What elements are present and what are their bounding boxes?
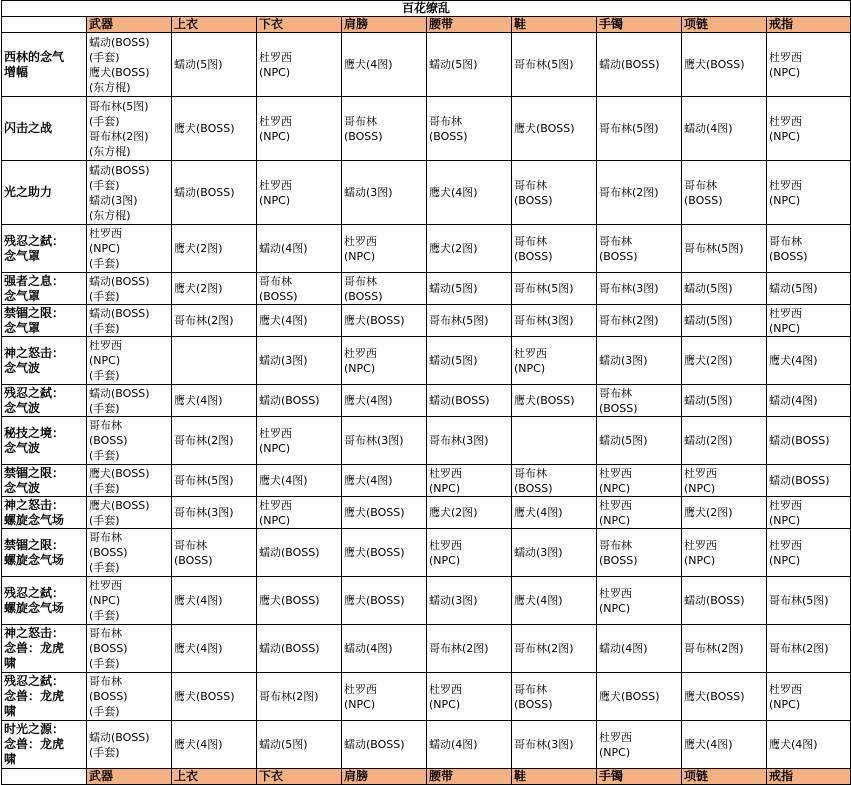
table-cell: 杜罗西 (NPC) xyxy=(257,417,342,465)
table-cell: 哥布林(5图) xyxy=(597,97,682,161)
table-cell: 杜罗西 (NPC) xyxy=(767,161,851,225)
footer-row xyxy=(2,769,851,785)
column-header: 鞋 xyxy=(512,769,597,785)
table-cell: 鹰犬(BOSS) xyxy=(342,529,427,577)
table-cell: 哥布林 (BOSS) xyxy=(512,673,597,721)
table-cell: 蠕动(BOSS) (手套) xyxy=(87,273,172,305)
table-cell: 杜罗西 (NPC) xyxy=(342,337,427,385)
table-row xyxy=(2,497,851,529)
table-cell: 蠕动(3图) xyxy=(257,337,342,385)
table-cell: 哥布林(3图) xyxy=(172,497,257,529)
column-header: 鞋 xyxy=(512,17,597,33)
table-cell: 鹰犬(BOSS) (手套) xyxy=(87,465,172,497)
table-cell: 杜罗西 (NPC) xyxy=(767,529,851,577)
row-header: 禁锢之限： 念气波 xyxy=(2,465,87,497)
table-cell: 鹰犬(2图) xyxy=(172,225,257,273)
table-cell: 哥布林 (BOSS) xyxy=(597,529,682,577)
table-cell: 哥布林 (BOSS) xyxy=(427,97,512,161)
table-cell: 杜罗西 (NPC) (手套) xyxy=(87,337,172,385)
table-cell: 杜罗西 (NPC) xyxy=(767,97,851,161)
table-cell: 鹰犬(4图) xyxy=(342,465,427,497)
table-cell: 鹰犬(BOSS) xyxy=(172,673,257,721)
table-cell: 杜罗西 (NPC) xyxy=(257,33,342,97)
table-cell: 哥布林(5图) xyxy=(427,305,512,337)
column-header: 肩膀 xyxy=(342,769,427,785)
table-cell: 鹰犬(4图) xyxy=(342,33,427,97)
table-cell: 蠕动(5图) xyxy=(597,417,682,465)
table-cell: 蠕动(3图) xyxy=(342,161,427,225)
table-cell: 鹰犬(2图) xyxy=(682,497,767,529)
row-header: 残忍之弑： 螺旋念气场 xyxy=(2,577,87,625)
table-cell: 杜罗西 (NPC) xyxy=(257,161,342,225)
table-cell: 鹰犬(BOSS) (手套) xyxy=(87,497,172,529)
table-cell: 蠕动(5图) xyxy=(682,385,767,417)
table-row xyxy=(2,385,851,417)
table-cell: 哥布林 (BOSS) xyxy=(767,225,851,273)
table-cell: 哥布林 (BOSS) xyxy=(172,529,257,577)
table-row xyxy=(2,225,851,273)
table-cell: 杜罗西 (NPC) xyxy=(512,337,597,385)
table-cell: 哥布林(2图) xyxy=(512,625,597,673)
row-header: 禁锢之限： 螺旋念气场 xyxy=(2,529,87,577)
table-cell: 鹰犬(4图) xyxy=(767,337,851,385)
table-cell: 蠕动(BOSS) xyxy=(597,33,682,97)
table-cell: 鹰犬(4图) xyxy=(172,625,257,673)
table-cell: 鹰犬(BOSS) xyxy=(342,497,427,529)
table-cell: 蠕动(3图) xyxy=(427,577,512,625)
table-cell: 哥布林(3图) xyxy=(512,305,597,337)
column-header: 下衣 xyxy=(257,17,342,33)
table-cell: 哥布林(5图) xyxy=(512,33,597,97)
table-cell: 哥布林 (BOSS) xyxy=(342,97,427,161)
table-cell: 哥布林 (BOSS) (手套) xyxy=(87,529,172,577)
table-cell: 蠕动(BOSS) (手套) 蠕动(3图) (东方棍) xyxy=(87,161,172,225)
table-cell: 蠕动(3图) xyxy=(597,337,682,385)
table-row xyxy=(2,305,851,337)
table-row xyxy=(2,337,851,385)
table-cell: 哥布林(2图) xyxy=(172,417,257,465)
table-cell: 蠕动(4图) xyxy=(342,625,427,673)
table-cell: 哥布林(5图) xyxy=(767,577,851,625)
row-header: 残忍之弑： 念气波 xyxy=(2,385,87,417)
table-cell: 杜罗西 (NPC) xyxy=(342,673,427,721)
table-cell: 蠕动(BOSS) xyxy=(257,529,342,577)
table-cell: 鹰犬(BOSS) xyxy=(512,97,597,161)
column-header: 肩膀 xyxy=(342,17,427,33)
table-cell: 鹰犬(2图) xyxy=(427,497,512,529)
table-cell: 哥布林(3图) xyxy=(512,721,597,769)
table-cell: 哥布林(3图) xyxy=(427,417,512,465)
table-cell: 杜罗西 (NPC) (手套) xyxy=(87,225,172,273)
table-cell: 杜罗西 (NPC) xyxy=(597,721,682,769)
table-cell: 哥布林(5图) xyxy=(172,465,257,497)
column-header: 下衣 xyxy=(257,769,342,785)
table-cell: 蠕动(BOSS) xyxy=(767,465,851,497)
row-header: 强者之息： 念气罩 xyxy=(2,273,87,305)
row-header: 光之助力 xyxy=(2,161,87,225)
table-cell: 哥布林 (BOSS) xyxy=(512,225,597,273)
table-cell: 鹰犬(4图) xyxy=(172,385,257,417)
table-cell: 鹰犬(BOSS) xyxy=(342,577,427,625)
table-cell: 鹰犬(4图) xyxy=(342,385,427,417)
table-cell: 哥布林(2图) xyxy=(172,305,257,337)
table-cell: 鹰犬(4图) xyxy=(257,305,342,337)
table-row xyxy=(2,529,851,577)
table-row xyxy=(2,97,851,161)
table-row xyxy=(2,577,851,625)
table-row xyxy=(2,417,851,465)
table-cell: 鹰犬(4图) xyxy=(172,577,257,625)
column-header: 手镯 xyxy=(597,769,682,785)
column-header: 武器 xyxy=(87,17,172,33)
table-cell: 鹰犬(4图) xyxy=(512,497,597,529)
table-cell: 哥布林 (BOSS) xyxy=(342,273,427,305)
table-cell: 鹰犬(4图) xyxy=(512,577,597,625)
table-cell: 蠕动(5图) xyxy=(682,305,767,337)
sheet-title: 百花缭乱 xyxy=(2,1,851,17)
table-cell: 蠕动(4图) xyxy=(597,625,682,673)
table-cell: 蠕动(4图) xyxy=(682,97,767,161)
row-header: 秘技之境： 念气波 xyxy=(2,417,87,465)
table-cell: 蠕动(5图) xyxy=(767,273,851,305)
table-cell: 哥布林(2图) xyxy=(257,673,342,721)
table-cell: 蠕动(BOSS) xyxy=(427,385,512,417)
table-row xyxy=(2,625,851,673)
table-cell: 杜罗西 (NPC) xyxy=(682,529,767,577)
table-row xyxy=(2,161,851,225)
header-row xyxy=(2,17,851,33)
table-cell: 哥布林(2图) xyxy=(427,625,512,673)
table-cell: 蠕动(BOSS) xyxy=(257,385,342,417)
title-row xyxy=(2,1,851,17)
column-header: 腰带 xyxy=(427,17,512,33)
table-cell: 蠕动(5图) xyxy=(682,273,767,305)
table-cell: 杜罗西 (NPC) xyxy=(427,529,512,577)
row-header: 时光之源： 念兽：龙虎 啸 xyxy=(2,721,87,769)
table-cell: 鹰犬(BOSS) xyxy=(257,577,342,625)
table-cell: 杜罗西 (NPC) (手套) xyxy=(87,577,172,625)
table-cell: 哥布林(2图) xyxy=(767,625,851,673)
table-cell: 鹰犬(4图) xyxy=(427,161,512,225)
table-cell: 杜罗西 (NPC) xyxy=(767,673,851,721)
equipment-table xyxy=(1,0,851,785)
table-cell: 哥布林 (BOSS) xyxy=(597,385,682,417)
table-row xyxy=(2,465,851,497)
table-cell: 鹰犬(2图) xyxy=(682,337,767,385)
table-cell: 蠕动(5图) xyxy=(427,273,512,305)
table-cell: 哥布林(2图) xyxy=(597,161,682,225)
table-cell: 哥布林(5图) (手套) 哥布林(2图) (东方棍) xyxy=(87,97,172,161)
table-cell: 鹰犬(4图) xyxy=(767,721,851,769)
column-header: 武器 xyxy=(87,769,172,785)
table-row xyxy=(2,273,851,305)
table-cell: 蠕动(BOSS) xyxy=(257,625,342,673)
table-cell: 蠕动(5图) xyxy=(257,721,342,769)
table-cell: 蠕动(5图) xyxy=(427,337,512,385)
table-cell: 鹰犬(4图) xyxy=(172,721,257,769)
table-cell: 鹰犬(2图) xyxy=(427,225,512,273)
table-cell: 哥布林 (BOSS) xyxy=(597,225,682,273)
table-cell: 鹰犬(4图) xyxy=(682,721,767,769)
column-header: 项链 xyxy=(682,769,767,785)
table-cell: 蠕动(BOSS) (手套) xyxy=(87,721,172,769)
table-cell: 蠕动(BOSS) xyxy=(682,577,767,625)
table-cell: 杜罗西 (NPC) xyxy=(257,497,342,529)
table-cell: 蠕动(4图) xyxy=(767,385,851,417)
corner-cell xyxy=(2,17,87,33)
column-header: 戒指 xyxy=(767,769,851,785)
table-cell: 哥布林 (BOSS) xyxy=(512,465,597,497)
table-cell: 鹰犬(BOSS) xyxy=(682,33,767,97)
table-cell: 哥布林(2图) xyxy=(682,625,767,673)
table-cell: 蠕动(BOSS) (手套) xyxy=(87,305,172,337)
table-cell: 蠕动(2图) xyxy=(682,417,767,465)
table-cell: 哥布林 (BOSS) (手套) xyxy=(87,417,172,465)
table-cell: 杜罗西 (NPC) xyxy=(342,225,427,273)
table-cell: 蠕动(BOSS) xyxy=(767,417,851,465)
column-header: 腰带 xyxy=(427,769,512,785)
table-cell xyxy=(172,337,257,385)
table-cell: 蠕动(3图) xyxy=(512,529,597,577)
table-cell: 鹰犬(BOSS) xyxy=(342,305,427,337)
table-cell: 哥布林(2图) xyxy=(597,305,682,337)
table-cell: 杜罗西 (NPC) xyxy=(597,497,682,529)
column-header: 上衣 xyxy=(172,17,257,33)
spreadsheet xyxy=(1,0,850,785)
table-cell: 蠕动(4图) xyxy=(257,225,342,273)
row-header: 西林的念气 增幅 xyxy=(2,33,87,97)
table-cell: 蠕动(BOSS) (手套) 鹰犬(BOSS) (东方棍) xyxy=(87,33,172,97)
table-cell: 鹰犬(2图) xyxy=(172,273,257,305)
table-row xyxy=(2,721,851,769)
column-header: 手镯 xyxy=(597,17,682,33)
row-header: 禁锢之限： 念气罩 xyxy=(2,305,87,337)
table-cell: 哥布林 (BOSS) (手套) xyxy=(87,673,172,721)
table-cell: 哥布林(5图) xyxy=(512,273,597,305)
table-cell: 蠕动(BOSS) (手套) xyxy=(87,385,172,417)
table-cell: 杜罗西 (NPC) xyxy=(682,465,767,497)
table-cell: 蠕动(BOSS) xyxy=(172,161,257,225)
table-cell: 哥布林 (BOSS) xyxy=(257,273,342,305)
row-header: 残忍之弑： 念兽：龙虎 啸 xyxy=(2,673,87,721)
table-cell: 杜罗西 (NPC) xyxy=(597,465,682,497)
table-cell: 鹰犬(4图) xyxy=(257,465,342,497)
row-header: 神之怒击： 念兽：龙虎 啸 xyxy=(2,625,87,673)
table-cell: 杜罗西 (NPC) xyxy=(427,465,512,497)
table-cell: 杜罗西 (NPC) xyxy=(767,305,851,337)
row-header: 神之怒击： 念气波 xyxy=(2,337,87,385)
table-row xyxy=(2,33,851,97)
table-cell: 鹰犬(BOSS) xyxy=(682,673,767,721)
table-cell: 鹰犬(BOSS) xyxy=(597,673,682,721)
table-cell: 哥布林 (BOSS) xyxy=(512,161,597,225)
table-cell: 蠕动(4图) xyxy=(427,721,512,769)
table-cell: 蠕动(5图) xyxy=(427,33,512,97)
table-cell: 蠕动(BOSS) xyxy=(342,721,427,769)
corner-cell xyxy=(2,769,87,785)
column-header: 项链 xyxy=(682,17,767,33)
table-cell: 杜罗西 (NPC) xyxy=(767,33,851,97)
table-cell: 哥布林(5图) xyxy=(682,225,767,273)
table-cell: 哥布林(3图) xyxy=(342,417,427,465)
column-header: 上衣 xyxy=(172,769,257,785)
table-cell: 杜罗西 (NPC) xyxy=(427,673,512,721)
table-cell: 蠕动(5图) xyxy=(172,33,257,97)
row-header: 神之怒击： 螺旋念气场 xyxy=(2,497,87,529)
table-cell xyxy=(512,417,597,465)
row-header: 闪击之战 xyxy=(2,97,87,161)
table-row xyxy=(2,673,851,721)
table-cell: 哥布林 (BOSS) xyxy=(682,161,767,225)
table-cell: 哥布林(3图) xyxy=(597,273,682,305)
table-cell: 哥布林 (BOSS) (手套) xyxy=(87,625,172,673)
table-cell: 鹰犬(BOSS) xyxy=(172,97,257,161)
row-header: 残忍之弑： 念气罩 xyxy=(2,225,87,273)
column-header: 戒指 xyxy=(767,17,851,33)
table-cell: 鹰犬(BOSS) xyxy=(512,385,597,417)
table-cell: 杜罗西 (NPC) xyxy=(597,577,682,625)
table-cell: 杜罗西 (NPC) xyxy=(767,497,851,529)
table-cell: 杜罗西 (NPC) xyxy=(257,97,342,161)
